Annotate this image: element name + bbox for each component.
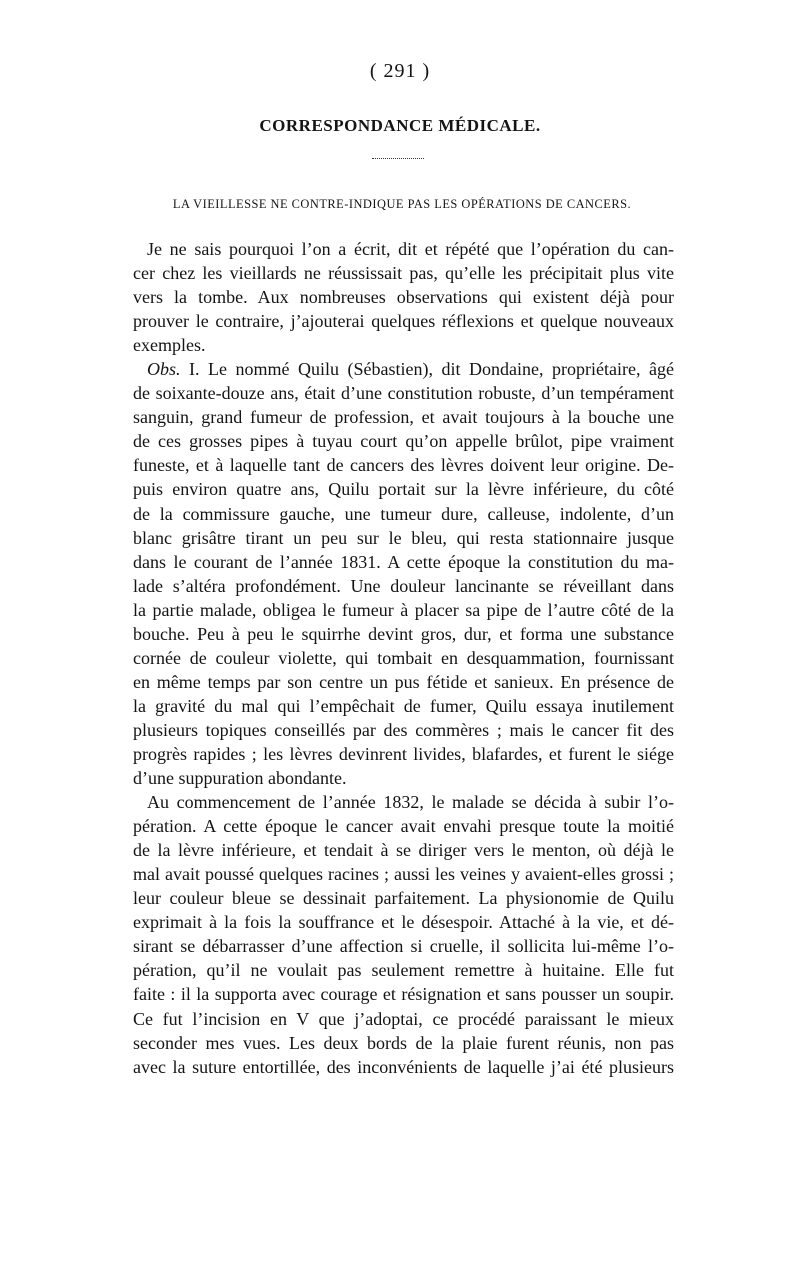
article-heading: LA VIEILLESSE NE CONTRE-INDIQUE PAS LES OPÉRATIONS DE CANCERS. <box>172 197 632 211</box>
paragraph-observation <box>133 357 674 790</box>
paragraph-intro <box>133 237 674 357</box>
text-line: la partie malade, obligea le fumeur à placer sa pipe de l’autre côté de la <box>133 599 674 620</box>
text-line: cornée de couleur violette, qui tombait en desquammation, fournissant <box>133 647 674 668</box>
text-line: mal avait poussé quelques racines ; aussi les veines y avaient-elles grossi ; <box>133 864 674 885</box>
title-divider <box>372 158 424 159</box>
text-line: prouver le contraire, j’ajouterai quelques réflexions et quelque nouveaux <box>133 311 674 332</box>
text-line: blanc grisâtre tirant un peu sur le bleu, qui resta stationnaire jusque <box>133 527 674 548</box>
obs-label: Obs. <box>147 359 181 380</box>
text-line: Ce fut l’incision en V que j’adoptai, ce procédé paraissant le mieux <box>133 1008 674 1029</box>
text-line: pération. A cette époque le cancer avait envahi presque toute la moitié <box>133 816 674 837</box>
text-line: exprimait à la fois la souffrance et le désespoir. Attaché à la vie, et dé- <box>133 912 674 933</box>
text-line: en même temps par son centre un pus fétide et sanieux. En présence de <box>133 671 674 692</box>
text-line: avec la suture entortillée, des inconvénients de laquelle j’ai été plusieurs <box>133 1056 674 1077</box>
text-line: exemples. <box>133 335 206 356</box>
text-line: faite : il la supporta avec courage et résignation et sans pousser un soupir. <box>133 984 674 1005</box>
text-line: cer chez les vieillards ne réussissait pas, qu’elle les précipitait plus vite <box>133 263 674 284</box>
text-line: d’une suppuration abondante. <box>133 768 347 789</box>
text-line: leur couleur bleue se dessinait parfaitement. La physionomie de Quilu <box>133 888 674 909</box>
text-line: la gravité du mal qui l’empêchait de fumer, Quilu essaya inutilement <box>133 695 674 716</box>
text-line: de la lèvre inférieure, et tendait à se diriger vers le menton, où déjà le <box>133 840 674 861</box>
section-title: CORRESPONDANCE MÉDICALE. <box>259 116 541 135</box>
text-line: funeste, et à laquelle tant de cancers des lèvres doivent leur origine. De- <box>133 455 674 476</box>
text-line: de soixante-douze ans, était d’une constitution robuste, d’un tempérament <box>133 383 674 404</box>
text-line: pération, qu’il ne voulait pas seulement remettre à huitaine. Elle fut <box>133 960 674 981</box>
text-line: bouche. Peu à peu le squirrhe devint gros, dur, et forma une substance <box>133 623 674 644</box>
article-body <box>133 237 674 1079</box>
text-span: I. Le nommé Quilu (Sébastien), dit Dondaine, propriétaire, âgé <box>180 359 674 380</box>
text-line: dans le courant de l’année 1831. A cette époque la constitution du ma- <box>133 551 674 572</box>
text-line <box>133 357 674 381</box>
text-line: Au commencement de l’année 1832, le malade se décida à subir l’o- <box>147 792 674 813</box>
text-line: de ces grosses pipes à tuyau court qu’on appelle brûlot, pipe vraiment <box>133 431 674 452</box>
text-line: seconder mes vues. Les deux bords de la plaie furent réunis, non pas <box>133 1032 674 1053</box>
text-line: lade s’altéra profondément. Une douleur lancinante se réveillant dans <box>133 575 674 596</box>
text-line: vers la tombe. Aux nombreuses observations qui existent déjà pour <box>133 287 674 308</box>
text-line: sirant se débarrasser d’une affection si cruelle, il sollicita lui-même l’o- <box>133 936 674 957</box>
text-line: sanguin, grand fumeur de profession, et avait toujours à la bouche une <box>133 407 674 428</box>
text-line: Je ne sais pourquoi l’on a écrit, dit et répété que l’opération du can- <box>147 239 674 259</box>
paragraph-operation <box>133 790 674 1079</box>
text-line: puis environ quatre ans, Quilu portait sur la lèvre inférieure, du côté <box>133 479 674 500</box>
text-line: de la commissure gauche, une tumeur dure, calleuse, indolente, d’un <box>133 503 674 524</box>
text-line: progrès rapides ; les lèvres devinrent livides, blafardes, et furent le siége <box>133 743 674 764</box>
text-line: plusieurs topiques conseillés par des commères ; mais le cancer fit des <box>133 719 674 740</box>
page-number: ( 291 ) <box>369 60 431 82</box>
